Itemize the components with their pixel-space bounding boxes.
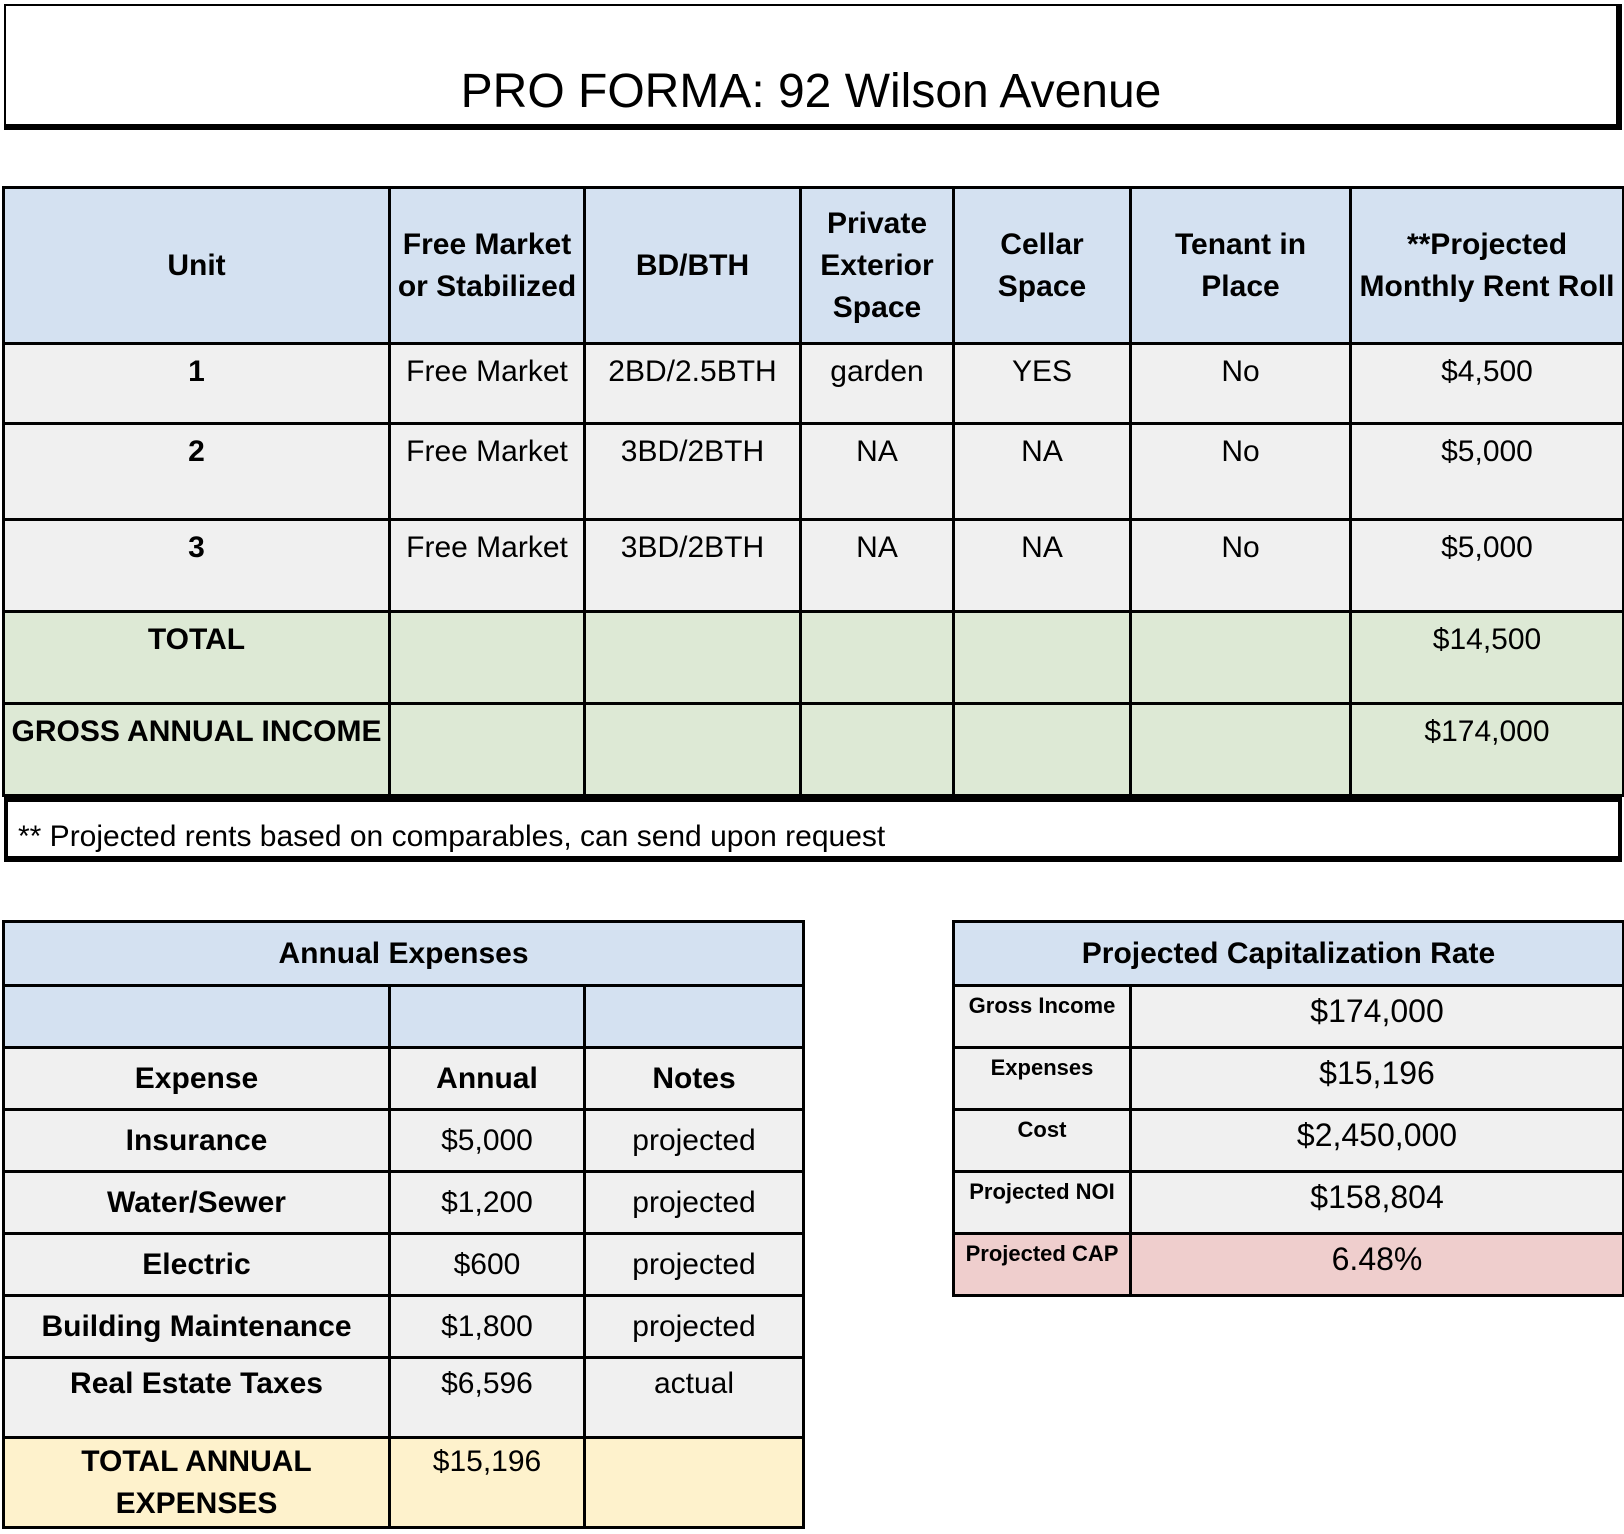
expenses-total-row bbox=[4, 1438, 804, 1528]
exterior-cell: garden bbox=[801, 344, 954, 424]
table-row bbox=[954, 1048, 1624, 1110]
expense-notes: actual bbox=[585, 1358, 804, 1438]
expense-annual: $6,596 bbox=[390, 1358, 585, 1438]
cap-rate-title: Projected Capitalization Rate bbox=[954, 922, 1624, 986]
expense-annual: $600 bbox=[390, 1234, 585, 1296]
expense-name: Building Maintenance bbox=[4, 1296, 390, 1358]
expense-notes: projected bbox=[585, 1172, 804, 1234]
expenses-title: Annual Expenses bbox=[4, 922, 804, 986]
exterior-cell: NA bbox=[801, 424, 954, 520]
total-label: TOTAL bbox=[4, 612, 390, 704]
expense-notes: projected bbox=[585, 1296, 804, 1358]
type-cell: Free Market bbox=[390, 344, 585, 424]
units-header-row bbox=[4, 188, 1624, 344]
expense-notes: projected bbox=[585, 1234, 804, 1296]
table-row bbox=[954, 1172, 1624, 1234]
expenses-total-value: $15,196 bbox=[390, 1438, 585, 1528]
expenses-header-row bbox=[4, 1048, 804, 1110]
unit-cell: 1 bbox=[4, 344, 390, 424]
table-row bbox=[4, 520, 1624, 612]
expenses-table bbox=[2, 920, 805, 1529]
expenses-total-label: TOTAL ANNUAL EXPENSES bbox=[4, 1438, 390, 1528]
cap-label: Projected NOI bbox=[954, 1172, 1131, 1234]
col-header-annual: Annual bbox=[390, 1048, 585, 1110]
table-row bbox=[4, 1110, 804, 1172]
expense-annual: $5,000 bbox=[390, 1110, 585, 1172]
col-header-exterior: Private Exterior Space bbox=[801, 188, 954, 344]
cap-label: Projected CAP bbox=[954, 1234, 1131, 1296]
bdbth-cell: 3BD/2BTH bbox=[585, 424, 801, 520]
total-row bbox=[4, 612, 1624, 704]
table-row bbox=[4, 344, 1624, 424]
type-cell: Free Market bbox=[390, 424, 585, 520]
rent-cell: $5,000 bbox=[1351, 520, 1624, 612]
cellar-cell: NA bbox=[954, 424, 1131, 520]
type-cell: Free Market bbox=[390, 520, 585, 612]
table-row bbox=[4, 1296, 804, 1358]
units-table bbox=[2, 186, 1624, 797]
exterior-cell: NA bbox=[801, 520, 954, 612]
cap-label: Cost bbox=[954, 1110, 1131, 1172]
expense-annual: $1,800 bbox=[390, 1296, 585, 1358]
table-row bbox=[954, 986, 1624, 1048]
bdbth-cell: 2BD/2.5BTH bbox=[585, 344, 801, 424]
cap-value: $174,000 bbox=[1131, 986, 1624, 1048]
table-row bbox=[4, 424, 1624, 520]
expense-name: Insurance bbox=[4, 1110, 390, 1172]
gross-income-value: $174,000 bbox=[1351, 704, 1624, 796]
bdbth-cell: 3BD/2BTH bbox=[585, 520, 801, 612]
col-header-cellar: Cellar Space bbox=[954, 188, 1131, 344]
footnote: ** Projected rents based on comparables, can send upon request bbox=[4, 796, 1622, 862]
col-header-notes: Notes bbox=[585, 1048, 804, 1110]
cellar-cell: YES bbox=[954, 344, 1131, 424]
col-header-unit: Unit bbox=[4, 188, 390, 344]
cap-rate-result-row bbox=[954, 1234, 1624, 1296]
title-box bbox=[4, 4, 1622, 130]
cap-value: 6.48% bbox=[1131, 1234, 1624, 1296]
page-title: PRO FORMA: 92 Wilson Avenue bbox=[460, 65, 1162, 118]
unit-cell: 3 bbox=[4, 520, 390, 612]
cap-rate-table bbox=[952, 920, 1624, 1297]
expense-name: Water/Sewer bbox=[4, 1172, 390, 1234]
cap-label: Expenses bbox=[954, 1048, 1131, 1110]
table-row bbox=[954, 1110, 1624, 1172]
tenant-cell: No bbox=[1131, 520, 1351, 612]
cap-value: $158,804 bbox=[1131, 1172, 1624, 1234]
gross-income-label: GROSS ANNUAL INCOME bbox=[4, 704, 390, 796]
cap-value: $15,196 bbox=[1131, 1048, 1624, 1110]
col-header-type: Free Market or Stabilized bbox=[390, 188, 585, 344]
expense-name: Electric bbox=[4, 1234, 390, 1296]
cellar-cell: NA bbox=[954, 520, 1131, 612]
tenant-cell: No bbox=[1131, 424, 1351, 520]
cap-value: $2,450,000 bbox=[1131, 1110, 1624, 1172]
total-rent-value: $14,500 bbox=[1351, 612, 1624, 704]
rent-cell: $5,000 bbox=[1351, 424, 1624, 520]
table-row bbox=[4, 1172, 804, 1234]
col-header-rent: **Projected Monthly Rent Roll bbox=[1351, 188, 1624, 344]
unit-cell: 2 bbox=[4, 424, 390, 520]
expense-annual: $1,200 bbox=[390, 1172, 585, 1234]
table-row bbox=[4, 1358, 804, 1438]
table-row bbox=[4, 1234, 804, 1296]
col-header-expense: Expense bbox=[4, 1048, 390, 1110]
cap-label: Gross Income bbox=[954, 986, 1131, 1048]
col-header-bdbth: BD/BTH bbox=[585, 188, 801, 344]
tenant-cell: No bbox=[1131, 344, 1351, 424]
rent-cell: $4,500 bbox=[1351, 344, 1624, 424]
expense-notes: projected bbox=[585, 1110, 804, 1172]
col-header-tenant: Tenant in Place bbox=[1131, 188, 1351, 344]
gross-income-row bbox=[4, 704, 1624, 796]
expense-name: Real Estate Taxes bbox=[4, 1358, 390, 1438]
